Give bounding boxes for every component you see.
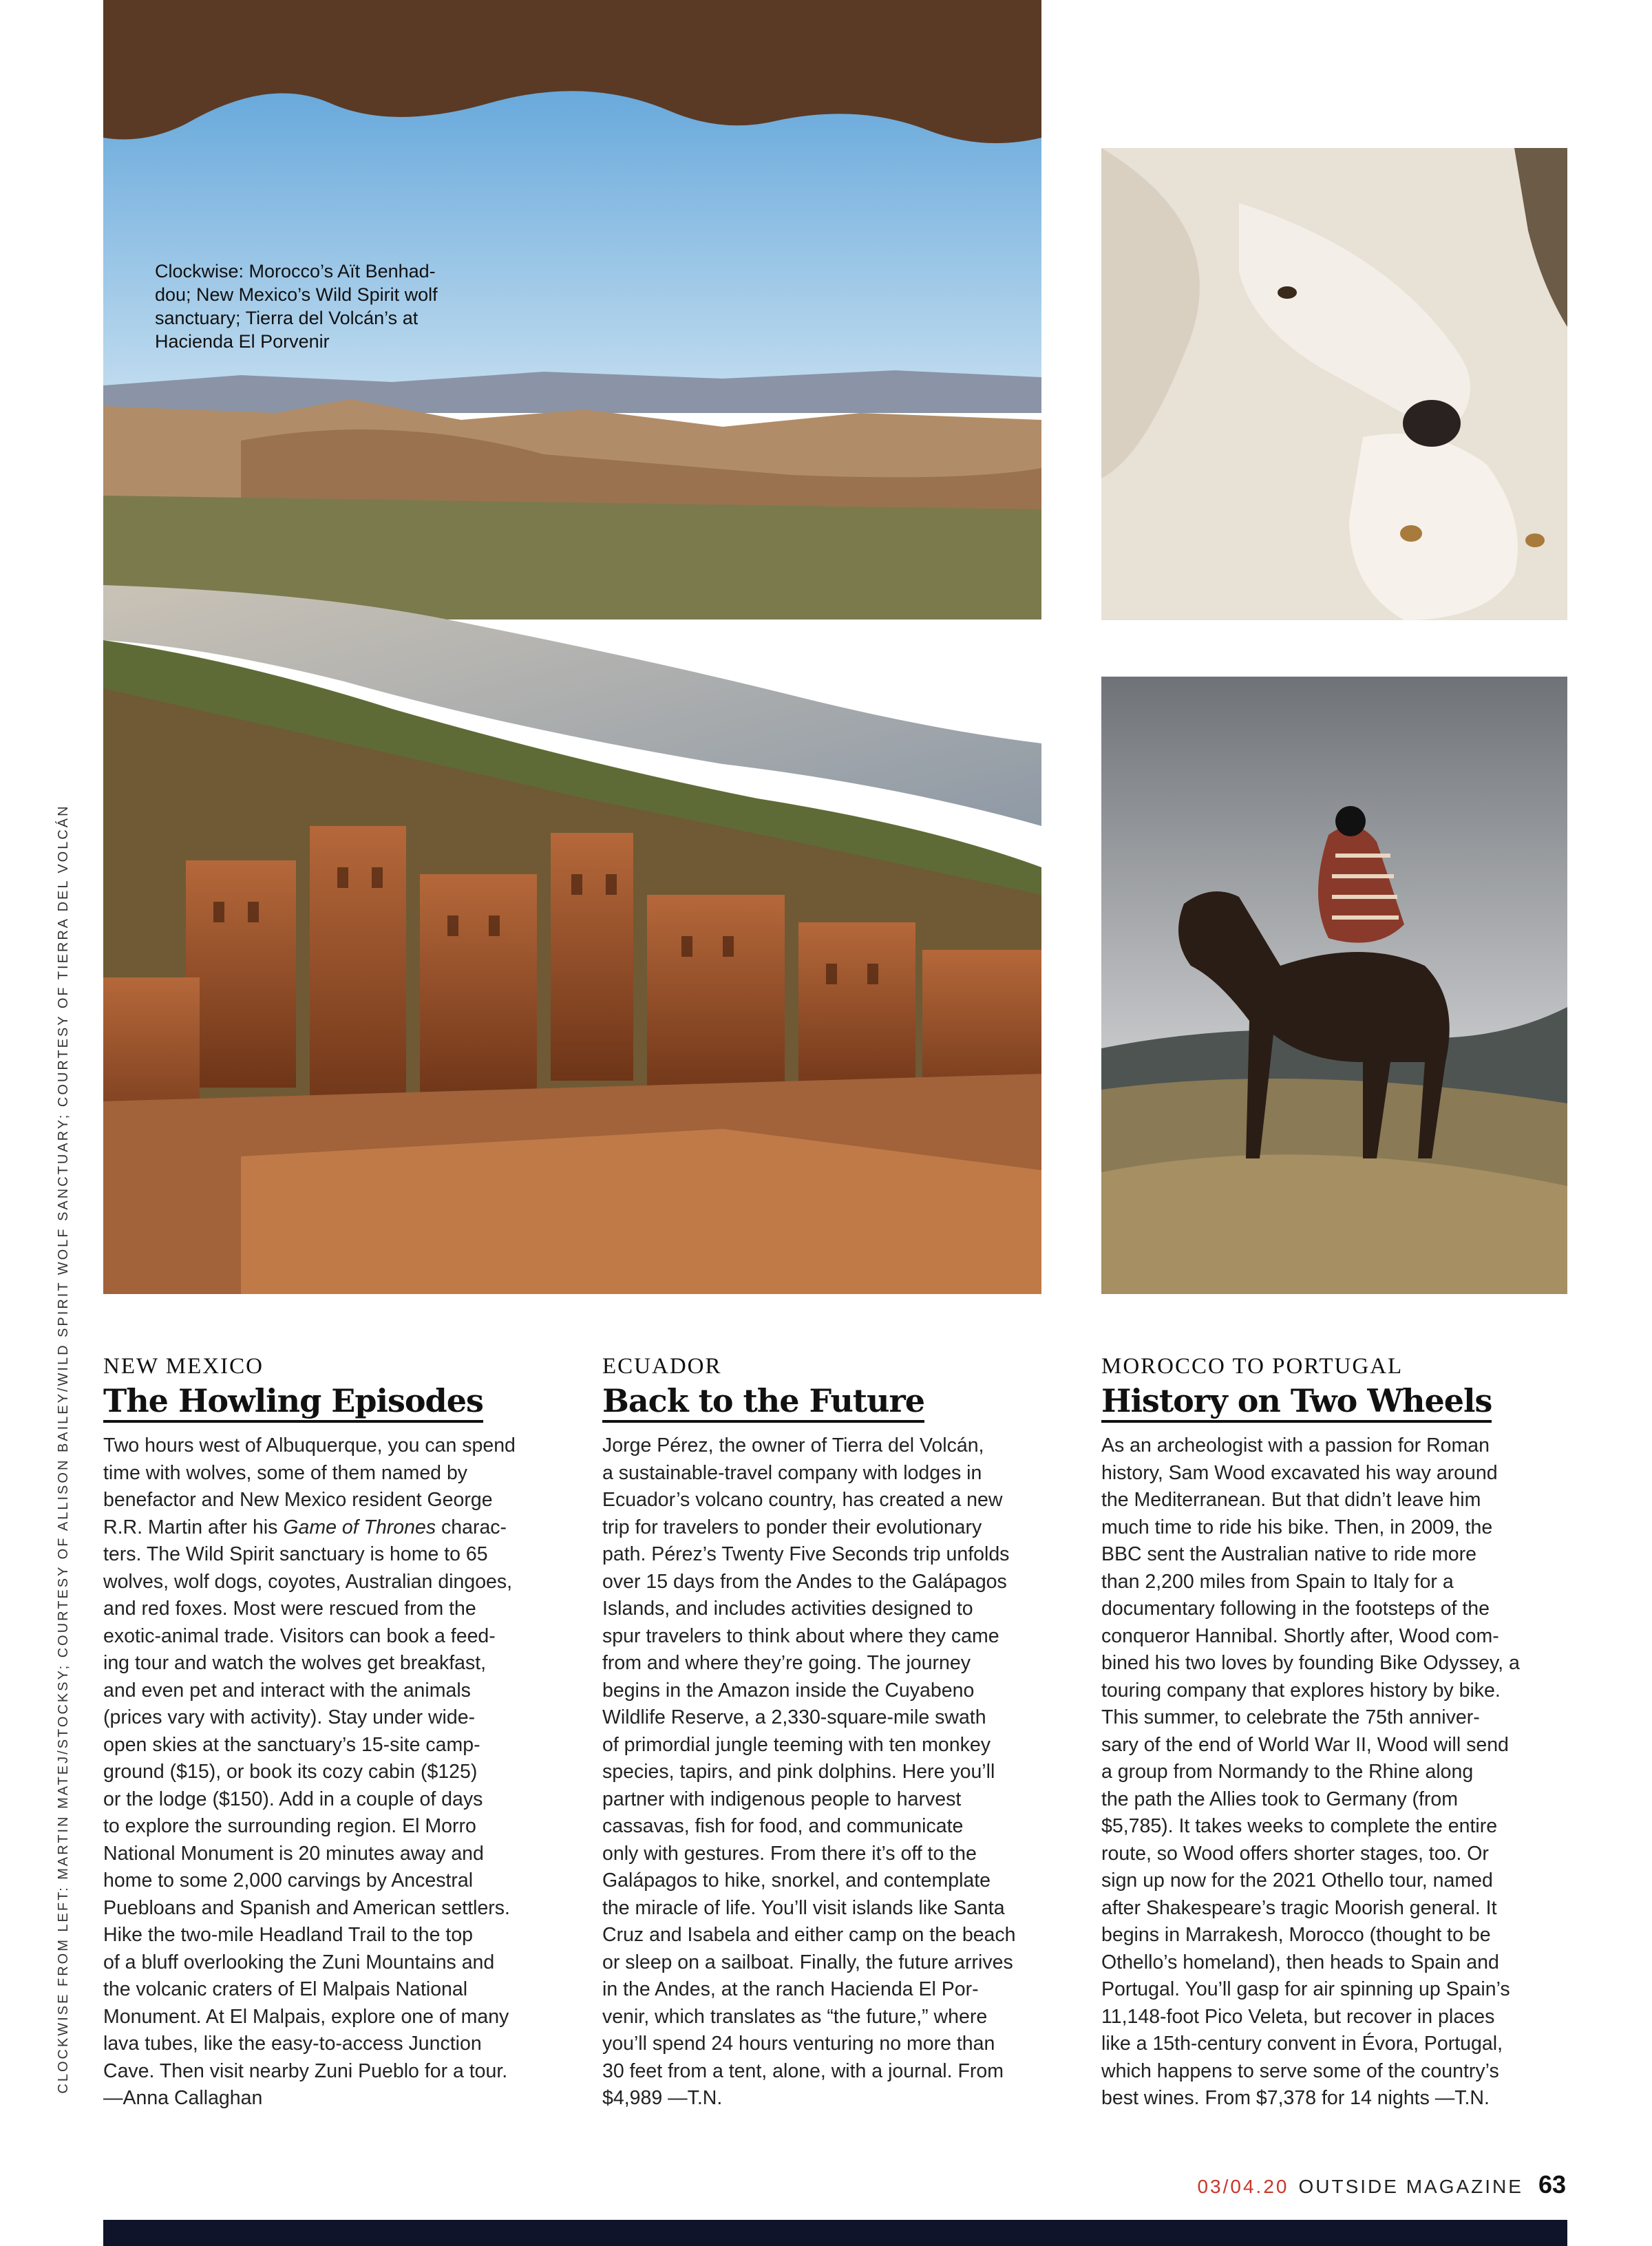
issue-date: 03/04.20 xyxy=(1197,2176,1289,2197)
article-ecuador xyxy=(602,1353,1074,2112)
kicker: ECUADOR xyxy=(602,1354,722,1379)
headline: Back to the Future xyxy=(602,1381,924,1423)
morocco-kasbah-photo xyxy=(103,0,1041,1294)
morocco-kasbah-illustration xyxy=(103,0,1041,1294)
page-footer xyxy=(1197,2171,1566,2199)
headline: History on Two Wheels xyxy=(1101,1381,1492,1423)
article-morocco-portugal xyxy=(1101,1353,1573,2112)
footer-bar xyxy=(103,2220,1567,2246)
kicker: MOROCCO TO PORTUGAL xyxy=(1101,1354,1404,1379)
article-body: As an archeologist with a passion for Roman history, Sam Wood excavated his way around the Mediterranean. But that didn’t leave him much time to ride his bike. Then, in 2009, the BBC sent the Australian native to ride more than 2,200 miles from Spain to Italy for a documentary following in the footsteps of the conqueror Hannibal. Shortly after, Wood com- bined his two loves by founding Bike Odyssey, a touring company that explores history by bike. This summer, to celebrate the 75th anniver- sary of the end of World War II, Wood will send a group from Normandy to the Rhine along the path the Allies took to Germany (from $5,785). It takes weeks to complete the entire route, so Wood offers shorter stages, too. Or sign up now for the 2021 Othello tour, named after Shakespeare’s tragic Moorish general. It begins in Marrakesh, Morocco (thought to be Othello’s homeland), then heads to Spain and Portugal. You’ll gasp for air spinning up Spain’s 11,148-foot Pico Veleta, but recover in places like a 15th-century convent in Évora, Portugal, which happens to serve some of the country’s best wines. From $7,378 for 14 nights —T.N. xyxy=(1101,1434,1520,2109)
article-new-mexico xyxy=(103,1353,575,2112)
magazine-name: OUTSIDE MAGAZINE xyxy=(1298,2176,1523,2197)
horse-rider-illustration xyxy=(1101,677,1567,1294)
headline: The Howling Episodes xyxy=(103,1381,483,1423)
body-text-part: charac- ters. The Wild Spirit sanctuary is home to 65 wolves, wolf dogs, coyotes, Australian dingoes, and red foxes. Most were rescued from the exotic-animal trade. Visitors can book a feed- ing tour and watch the wolves get breakfast, and even pet and interact with the animals (prices vary with activity). Stay under wide- open skies at the sanctuary’s 15-site camp- ground ($15), or book its cozy cabin ($125) or the lodge ($150). Add in a couple of days to explore the surrounding region. El Morro National Monument is 20 minutes away and home to some 2,000 carvings by Ancestral Puebloans and Spanish and American settlers. Hike the two-mile Headland Trail to the top of a bluff overlooking the Zuni Mountains and the volcanic craters of El Malpais National Monument. At El Malpais, explore one of many lava tubes, like the easy-to-access Junction Cave. Then visit nearby Zuni Pueblo for a tour. —Anna Callaghan xyxy=(103,1516,513,2109)
article-body xyxy=(103,1432,575,2112)
wolves-illustration xyxy=(1101,148,1567,620)
horse-rider-photo xyxy=(1101,677,1567,1294)
wolves-photo xyxy=(1101,148,1567,620)
page-number: 63 xyxy=(1538,2170,1566,2199)
photo-caption: Clockwise: Morocco’s Aït Benhad- dou; New Mexico’s Wild Spirit wolf sanctuary; Tierra del Volcán’s at Hacienda El Porvenir xyxy=(155,261,438,352)
body-text-part: Two hours west of Albuquerque, you can spend time with wolves, some of them named by benefactor and New Mexico resident George R.R. Martin after his xyxy=(103,1434,516,1538)
article-body: Jorge Pérez, the owner of Tierra del Volcán, a sustainable-travel company with lodges in Ecuador’s volcano country, has created a new trip for travelers to ponder their evolutionary path. Pérez’s Twenty Five Seconds trip unfolds over 15 days from the Andes to the Galápagos Islands, and includes activities designed to spur travelers to think about where they came from and where they’re going. The journey begins in the Amazon inside the Cuyabeno Wildlife Reserve, a 2,330-square-mile swath of primordial jungle teeming with ten monkey species, tapirs, and pink dolphins. Here you’ll partner with indigenous people to harvest cassavas, fish for food, and communicate only with gestures. From there it’s off to the Galápagos to hike, snorkel, and contemplate the miracle of life. You’ll visit islands like Santa Cruz and Isabela and either camp on the beach or sleep on a sailboat. Finally, the future arrives in the Andes, at the ranch Hacienda El Por- venir, which translates as “the future,” where you’ll spend 24 hours venturing no more than 30 feet from a tent, alone, with a journal. From $4,989 —T.N. xyxy=(602,1434,1016,2109)
photo-credit: CLOCKWISE FROM LEFT: MARTIN MATEJ/STOCKSY; COURTESY OF ALLISON BAILEY/WILD SPIRIT WOLF SANCTUARY; COURTESY OF TIERRA DEL VOLCÁN xyxy=(56,804,71,2094)
kicker: NEW MEXICO xyxy=(103,1354,264,1379)
book-title: Game of Thrones xyxy=(283,1516,436,1538)
